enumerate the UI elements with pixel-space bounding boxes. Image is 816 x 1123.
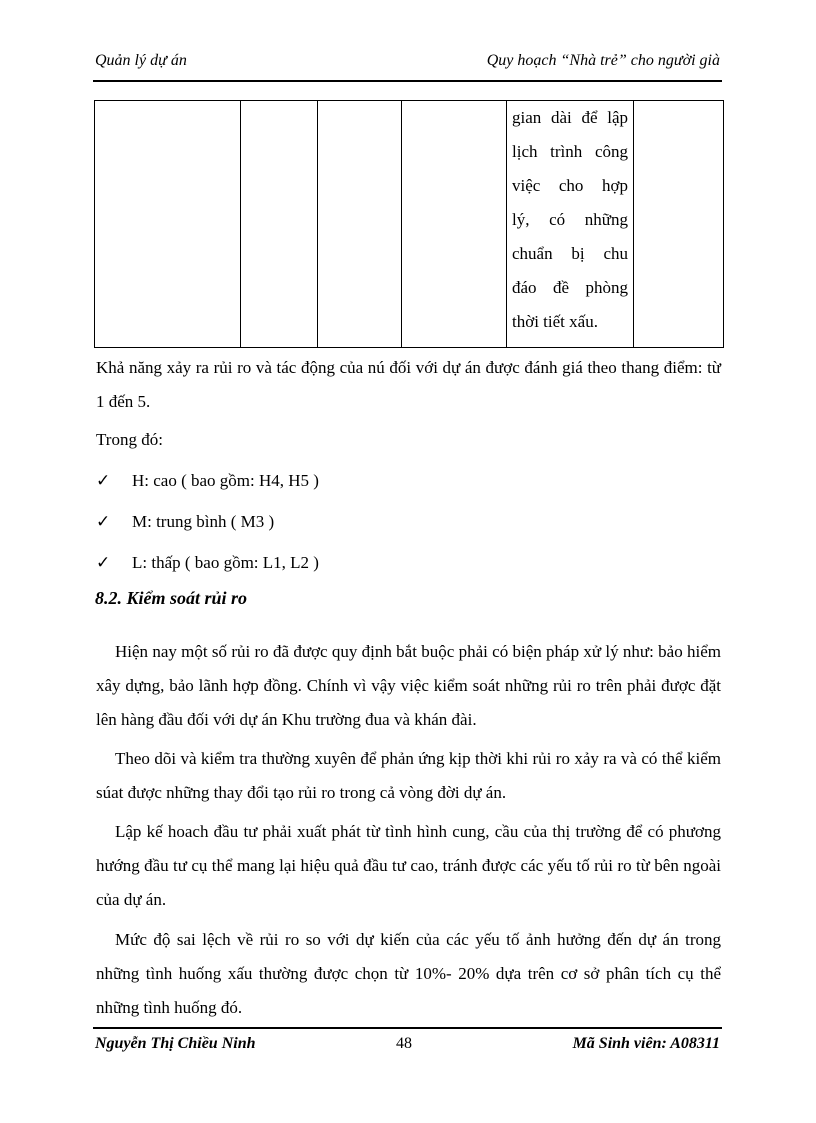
level-text: H: cao ( bao gồm: H4, H5 ) xyxy=(132,471,319,490)
cell-line: việc cho hợp xyxy=(512,176,628,195)
page-header xyxy=(93,48,722,82)
table-cell-empty-4 xyxy=(402,101,507,348)
level-item-high xyxy=(96,464,319,498)
section-heading: 8.2. Kiểm soát rủi ro xyxy=(95,588,248,608)
checkmark-icon: ✓ xyxy=(96,512,111,531)
level-item-low xyxy=(96,546,319,580)
table-cell-measure xyxy=(507,101,634,348)
cell-line: gian dài để lập xyxy=(512,108,628,127)
header-course-title: Quản lý dự án xyxy=(95,52,187,69)
table-cell-empty-1 xyxy=(95,101,241,348)
cell-line: lịch trình công xyxy=(512,142,628,161)
scale-sentence: Khả năng xảy ra rủi ro và tác động của nú đối với dự án được đánh giá theo thang điểm: từ 1 đến 5. xyxy=(96,358,721,411)
table-row xyxy=(95,101,724,348)
page-footer xyxy=(93,1027,722,1059)
cell-line: đáo đề phòng xyxy=(512,278,628,297)
checkmark-icon: ✓ xyxy=(96,553,111,572)
header-project-title: Quy hoạch “Nhà trẻ” cho người già xyxy=(486,52,720,69)
page-number: 48 xyxy=(396,1035,412,1052)
paragraph-2: Theo dõi và kiểm tra thường xuyên để phản ứng kịp thời khi rủi ro xảy ra và có thể kiểm súat được những thay đổi tạo rủi ro trong cả vòng đời dự án. xyxy=(96,749,721,802)
paragraph-4: Mức độ sai lệch về rủi ro so với dự kiến của các yếu tố ảnh hưởng đến dự án trong những tình huống xấu thường được chọn từ 10%- 20% dựa trên cơ sở phân tích cụ thể những tình huống đó. xyxy=(96,930,721,1017)
checkmark-icon: ✓ xyxy=(96,471,111,490)
level-text: M: trung bình ( M3 ) xyxy=(132,512,275,531)
level-text: L: thấp ( bao gồm: L1, L2 ) xyxy=(132,553,319,572)
level-item-medium xyxy=(96,505,274,539)
footer-student-id: Mã Sinh viên: A08311 xyxy=(572,1035,720,1052)
where-label: Trong đó: xyxy=(96,430,163,449)
table-cell-empty-6 xyxy=(634,101,724,348)
cell-line: lý, có những xyxy=(512,210,628,229)
table-cell-empty-3 xyxy=(318,101,402,348)
risk-table-continuation xyxy=(94,100,724,348)
table-cell-empty-2 xyxy=(241,101,318,348)
paragraph-3: Lập kế hoach đầu tư phải xuất phát từ tình hình cung, cầu của thị trường để có phương hướng đầu tư cụ thể mang lại hiệu quả đầu tư cao, tránh được các yếu tố rủi ro từ bên ngoài của dự án. xyxy=(96,822,721,909)
footer-author: Nguyễn Thị Chiều Ninh xyxy=(95,1035,256,1052)
cell-line: chuẩn bị chu xyxy=(512,244,628,263)
paragraph-1: Hiện nay một số rủi ro đã được quy định bắt buộc phải có biện pháp xử lý như: bảo hiểm xây dựng, bảo lãnh hợp đồng. Chính vì vậy việc kiểm soát những rủi ro trên phải được đặt lên hàng đầu đối với dự án Khu trường đua và khán đài. xyxy=(96,642,721,729)
table-cell-text xyxy=(507,101,633,339)
cell-line: thời tiết xấu. xyxy=(512,312,598,331)
